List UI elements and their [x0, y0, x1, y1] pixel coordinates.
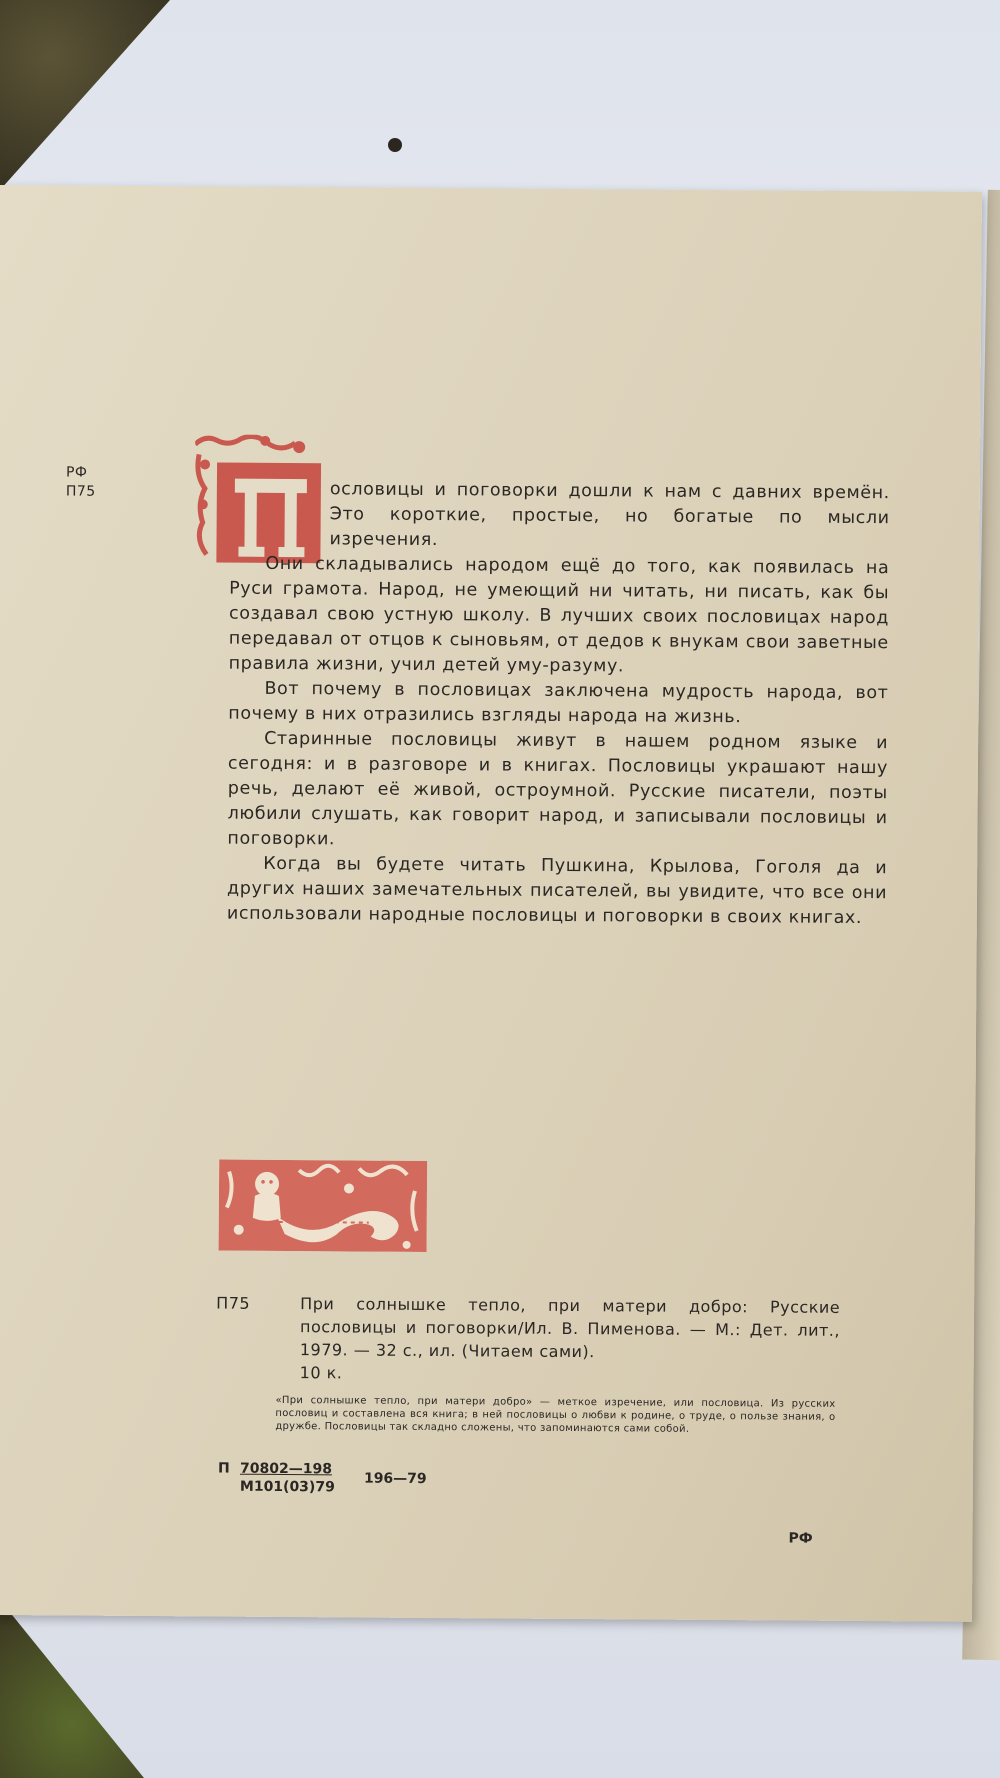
book-annotation: «При солнышке тепло, при матери добро» — меткое изречение, или пословица. Из русских пословиц и составлена вся книга; в ней пословицы о любви к родине, о труде, о пользе знания, о дружбе. Пословицы так складно сложены, что запоминаются сами собой.	[275, 1394, 836, 1435]
table-hole	[388, 138, 402, 152]
catalog-line-1: 70802—198	[239, 1460, 333, 1478]
book-citation: При солнышке тепло, при матери добро: Русские пословицы и поговорки/Ил. В. Пименова. — М.: Дет. лит., 1979. — 32 с., ил. (Читаем сами).	[299, 1294, 841, 1362]
classification-code	[66, 463, 96, 501]
catalog-line-3: 196—79	[363, 1470, 427, 1488]
catalog-prefix: П	[217, 1460, 230, 1477]
mermaid-ornament	[219, 1160, 428, 1252]
book-page	[0, 185, 982, 1622]
book-description	[300, 1292, 841, 1388]
bottom-classification-code: РФ	[788, 1530, 813, 1547]
catalog-code: П75	[216, 1293, 251, 1313]
classification-line-1: РФ	[65, 464, 88, 481]
paragraph-3: Вот почему в пословицах заключена мудрость народа, вот почему в них отразились взгляды народа на жизнь.	[228, 678, 889, 728]
catalog-line-2: М101(03)79	[239, 1478, 335, 1496]
paragraph-5: Когда вы будете читать Пушкина, Крылова, Гоголя да и других наших замечательных писателей, вы увидите, что все они использовали народные пословицы и поговорки в своих книгах.	[226, 853, 888, 929]
paragraph-4: Старинные пословицы живут в нашем родном языке и сегодня: и в разговоре и в книгах. Пословицы украшают нашу речь, делают её живой, остроумной. Русские писатели, поэты любили слушать, как говорит народ, и записывали пословицы и поговорки.	[227, 728, 889, 850]
classification-line-2: П75	[65, 483, 96, 500]
book-price: 10 к.	[299, 1363, 343, 1383]
bibliographic-record	[216, 1292, 841, 1383]
paragraph-2: Они складывались народом ещё до того, как появилась на Руси грамота. Народ, не умеющий ни читать, ни писать, как бы создавал свою устную школу. В лучших своих пословицах народ передавал от отцов к сыновьям, от дедов к внукам свои заветные правила жизни, учил детей уму-разуму.	[228, 553, 890, 677]
paragraph-1: ословицы и поговорки дошли к нам с давних времён. Это короткие, простые, но богатые по мысли изречения.	[329, 479, 890, 551]
preface-text	[227, 477, 890, 932]
